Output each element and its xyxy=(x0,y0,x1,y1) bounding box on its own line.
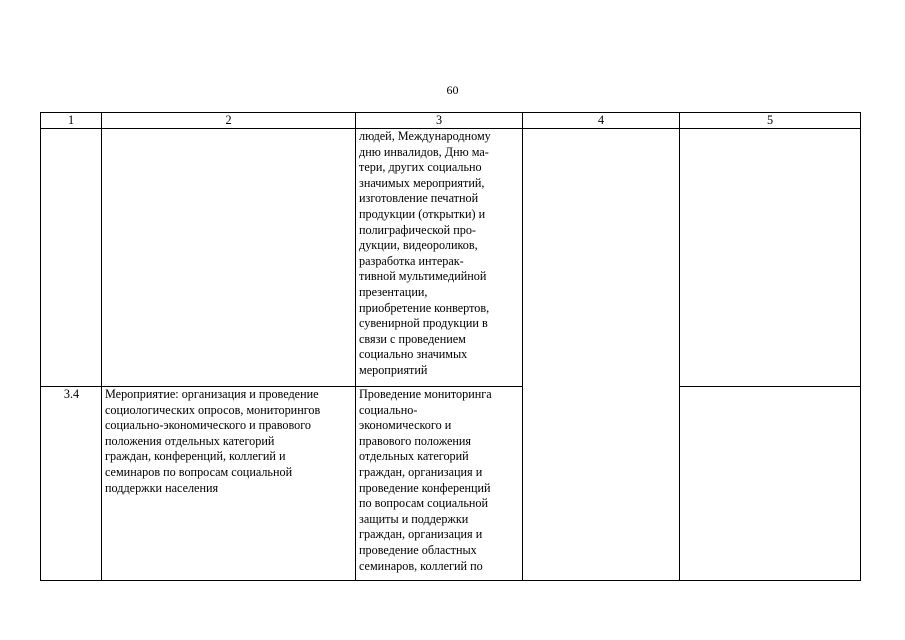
description-line: Проведение мониторинга xyxy=(359,387,492,401)
description-line: экономического и xyxy=(359,418,452,433)
description-line: тивной мультимедийной xyxy=(359,269,487,284)
description-line: дню инвалидов, Дню ма- xyxy=(359,144,489,159)
row-number-cell: 3.4 xyxy=(41,387,102,581)
event-name-line: положения отдельных категорий xyxy=(105,433,275,448)
description-line: сувенирной продукции в xyxy=(359,316,488,331)
description-line: правового положения xyxy=(359,433,472,448)
description-line: связи с проведением xyxy=(359,331,466,346)
event-name-line: Мероприятие: организация и проведение xyxy=(105,387,319,401)
description-line: полиграфической про- xyxy=(359,222,476,237)
description-line: презентации, xyxy=(359,284,428,299)
description-line: проведение областных xyxy=(359,542,477,557)
description-line: мероприятий xyxy=(359,362,428,377)
description-line: отдельных категорий xyxy=(359,449,469,464)
column-5-cell xyxy=(680,129,861,387)
description-line: изготовление печатной xyxy=(359,191,479,206)
header-cell: 5 xyxy=(680,113,861,129)
description-line: по вопросам социальной xyxy=(359,496,489,511)
event-name-cell xyxy=(102,387,356,581)
description-line: значимых мероприятий, xyxy=(359,175,485,190)
description-line: разработка интерак- xyxy=(359,253,464,268)
header-cell: 1 xyxy=(41,113,102,129)
event-name-line: социологических опросов, мониторингов xyxy=(105,402,321,417)
description-line: дукции, видеороликов, xyxy=(359,238,478,253)
column-4-cell xyxy=(523,129,680,581)
description-line: социально- xyxy=(359,402,418,417)
header-cell: 4 xyxy=(523,113,680,129)
description-cell xyxy=(356,387,523,581)
document-table xyxy=(40,112,861,581)
page-number: 60 xyxy=(446,83,459,97)
row-number-cell xyxy=(41,129,102,387)
table-header-row xyxy=(41,113,861,129)
description-line: тери, других социально xyxy=(359,160,482,175)
description-line: продукции (открытки) и xyxy=(359,206,486,221)
event-name-cell xyxy=(102,129,356,387)
description-line: граждан, организация и xyxy=(359,527,483,542)
description-line: защиты и поддержки xyxy=(359,511,469,526)
event-name-line: социально-экономического и правового xyxy=(105,418,312,433)
table-row xyxy=(41,387,861,581)
description-line: людей, Международному xyxy=(359,129,491,143)
description-line: приобретение конвертов, xyxy=(359,300,490,315)
column-5-cell xyxy=(680,387,861,581)
table-row xyxy=(41,129,861,387)
description-line: социально значимых xyxy=(359,347,468,362)
description-line: семинаров, коллегий по xyxy=(359,558,483,573)
event-name-line: поддержки населения xyxy=(105,480,219,495)
description-line: проведение конференций xyxy=(359,480,491,495)
description-cell xyxy=(356,129,523,387)
header-cell: 2 xyxy=(102,113,356,129)
event-name-line: семинаров по вопросам социальной xyxy=(105,464,293,479)
header-cell: 3 xyxy=(356,113,523,129)
event-name-line: граждан, конференций, коллегий и xyxy=(105,449,286,464)
description-line: граждан, организация и xyxy=(359,464,483,479)
